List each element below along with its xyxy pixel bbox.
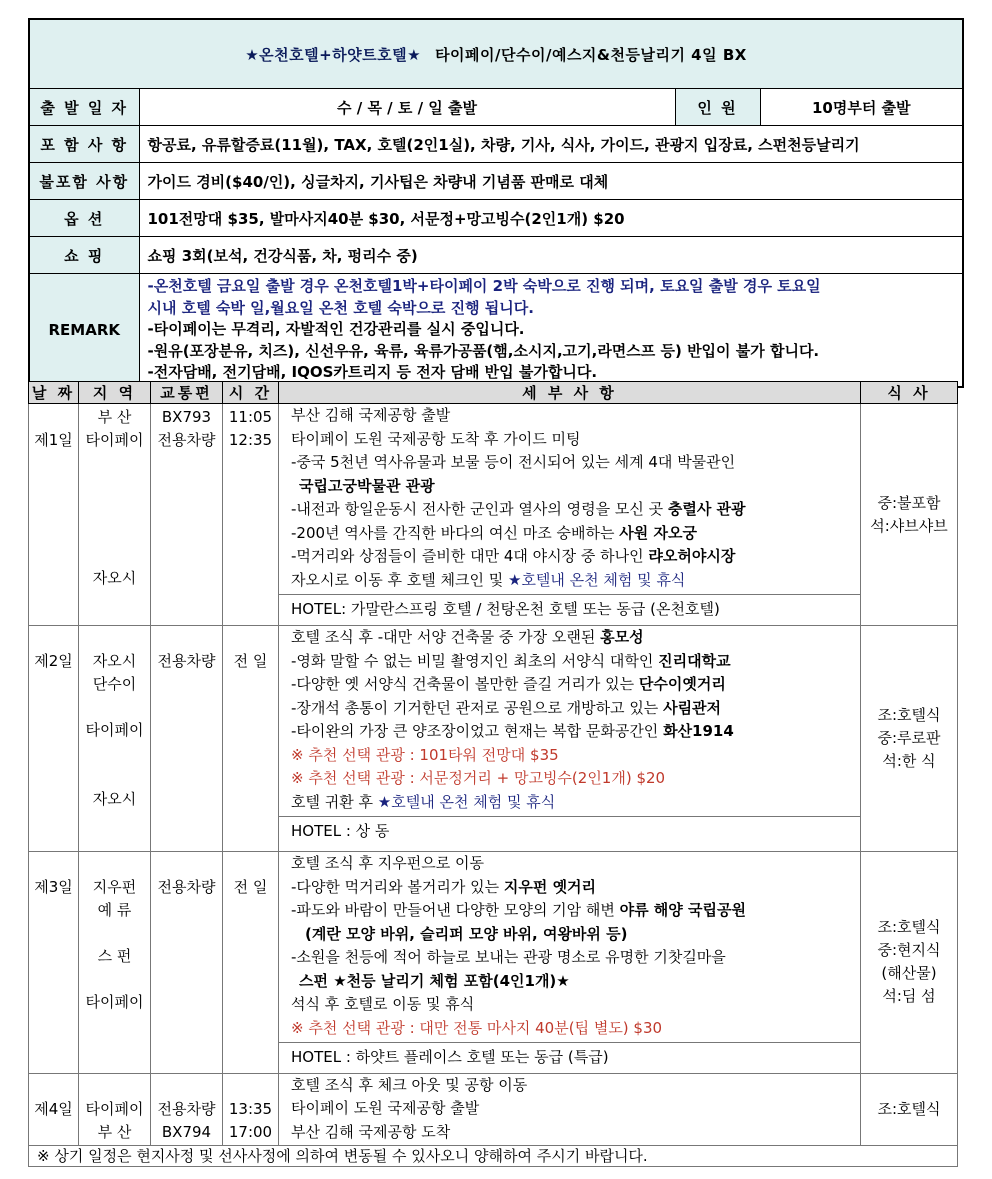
- time-cell: [223, 1073, 279, 1145]
- details-cell: [279, 852, 861, 1074]
- remark-line: -온천호텔 금요일 출발 경우 온천호텔1박+타이페이 2박 숙박으로 진행 되며, 토요일 출발 경우 토요일: [147, 277, 821, 295]
- region-cell: [79, 404, 151, 626]
- detail-highlight: 스펀 ★천등 날리기 체험 포함(4인1개)★: [299, 971, 570, 990]
- region: 지우펀: [92, 878, 137, 896]
- detail-line: 부산 김해 국제공항 도착: [291, 1122, 451, 1141]
- time-cell: [223, 626, 279, 852]
- meal-cell: [861, 404, 958, 626]
- day-label: 제3일: [29, 852, 79, 1074]
- footer-note: ※ 상기 일정은 현지사정 및 선사사정에 의하여 변동될 수 있사오니 양해하여 주시기 바랍니다.: [29, 1145, 958, 1166]
- depart-value: 수 / 목 / 토 / 일 출발: [139, 89, 675, 126]
- detail-line: 호텔 조식 후 지우펀으로 이동: [291, 854, 484, 872]
- remark-label: REMARK: [29, 274, 139, 387]
- detail-line: -소원을 천등에 적어 하늘로 보내는 관광 명소로 유명한 기찻길마을: [291, 948, 726, 966]
- region: 예 류: [97, 901, 132, 919]
- detail-line: -내전과 항일운동시 전사한 군인과 열사의 영령을 모신 곳: [291, 500, 664, 518]
- detail-line: 호텔 귀환 후: [291, 792, 373, 811]
- people-label: 인 원: [675, 89, 760, 126]
- detail-highlight: 진리대학교: [658, 651, 731, 670]
- header-date: 날 짜: [29, 382, 79, 404]
- meal-cell: [861, 852, 958, 1074]
- transport: BX794: [161, 1122, 212, 1141]
- detail-highlight: 사림관저: [663, 698, 722, 717]
- detail-line: 호텔 조식 후 -대만 서양 건축물 중 가장 오랜된: [291, 628, 596, 646]
- transport-cell: [151, 852, 223, 1074]
- day-label: 제4일: [29, 1073, 79, 1145]
- header-region: 지 역: [79, 382, 151, 404]
- depart-label: 출 발 일 자: [29, 89, 139, 126]
- time-cell: [223, 404, 279, 626]
- region: 자오시: [92, 652, 137, 670]
- shopping-value: 쇼핑 3회(보석, 건강식품, 차, 펑리수 중): [139, 237, 963, 274]
- details-cell: [279, 404, 861, 626]
- meal: 중:현지식: [877, 941, 941, 960]
- include-label: 포 함 사 항: [29, 126, 139, 163]
- detail-highlight: 야류 해양 국립공원: [619, 901, 746, 919]
- time-cell: [223, 852, 279, 1074]
- detail-highlight: 단수이옛거리: [638, 675, 726, 693]
- transport-cell: [151, 1073, 223, 1145]
- time: 전 일: [233, 652, 268, 670]
- detail-highlight: 사원 자오궁: [619, 523, 697, 542]
- detail-line: -영화 말할 수 없는 비밀 촬영지인 최초의 서양식 대학인: [291, 651, 654, 670]
- header-time: 시 간: [223, 382, 279, 404]
- meal-cell: [861, 1073, 958, 1145]
- detail-highlight: 화산1914: [663, 722, 734, 740]
- people-value: 10명부터 출발: [760, 89, 963, 126]
- time: 13:35: [228, 1099, 273, 1118]
- detail-line: 자오시로 이동 후 호텔 체크인 및: [291, 570, 504, 589]
- transport-cell: [151, 626, 223, 852]
- detail-line: -파도와 바람이 만들어낸 다양한 모양의 기암 해변: [291, 901, 615, 919]
- region-cell: [79, 1073, 151, 1145]
- day-label: 제2일: [29, 626, 79, 852]
- detail-highlight: ★호텔내 온천 체험 및 휴식: [508, 570, 686, 589]
- region: 부 산: [97, 1122, 132, 1141]
- option-label: 옵 션: [29, 200, 139, 237]
- meal-cell: [861, 626, 958, 852]
- detail-highlight: 충렬사 관광: [667, 500, 746, 518]
- transport: 전용차량: [157, 878, 216, 896]
- detail-highlight: (계란 모양 바위, 슬리퍼 모양 바위, 여왕바위 등): [305, 924, 628, 943]
- region: 스 펀: [97, 947, 132, 965]
- transport: BX793: [161, 408, 212, 426]
- remark-line: 시내 호텔 숙박 일,월요일 온천 호텔 숙박으로 진행 됩니다.: [147, 298, 534, 317]
- remark-text: [139, 274, 963, 387]
- detail-line: 타이페이 도원 국제공항 도착 후 가이드 미팅: [291, 429, 581, 448]
- hotel-line: HOTEL : 하얏트 플레이스 호텔 또는 동급 (특급): [279, 1042, 860, 1073]
- detail-highlight: 랴오허야시장: [648, 547, 736, 565]
- detail-line: -중국 5천년 역사유물과 보물 등이 전시되어 있는 세계 4대 박물관인: [291, 453, 736, 471]
- detail-highlight: 지우펀 옛거리: [503, 877, 597, 896]
- detail-line: 석식 후 호텔로 이동 및 휴식: [291, 995, 475, 1013]
- region: 부 산: [97, 408, 132, 426]
- transport: 전용차량: [157, 652, 216, 670]
- region: 타이페이: [85, 721, 144, 739]
- meal: 조:호텔식: [877, 706, 941, 724]
- region: 타이페이: [85, 1099, 144, 1118]
- region: 자오시: [92, 790, 137, 808]
- transport: 전용차량: [157, 431, 216, 449]
- detail-line: 부산 김해 국제공항 출발: [291, 406, 451, 424]
- detail-line: -장개석 총통이 기거한던 관저로 공원으로 개방하고 있는: [291, 698, 659, 717]
- meal: 석:딤 섬: [882, 987, 936, 1006]
- header-details: 세 부 사 항: [279, 382, 861, 404]
- region: 자오시: [92, 569, 137, 587]
- time: 17:00: [228, 1122, 273, 1141]
- hotel-line: HOTEL: 가말란스프링 호텔 / 천탕온천 호텔 또는 동급 (온천호텔): [279, 594, 860, 625]
- option-value: 101전망대 $35, 발마사지40분 $30, 서문정+망고빙수(2인1개) $20: [139, 200, 963, 237]
- summary-table: [28, 18, 964, 388]
- header-meals: 식 사: [861, 382, 958, 404]
- region: 타이페이: [85, 431, 144, 449]
- option-recommend: ※ 추천 선택 관광 : 101타워 전망대 $35: [291, 745, 559, 764]
- day-row: [29, 1073, 958, 1145]
- page-title: [29, 19, 963, 89]
- detail-highlight: 국립고궁박물관 관광: [299, 476, 435, 495]
- remark-line: -전자담배, 전기담배, IQOS카트리지 등 전자 담배 반입 불가합니다.: [147, 363, 598, 381]
- option-recommend: ※ 추천 선택 관광 : 서문정거리 + 망고빙수(2인1개) $20: [291, 769, 666, 787]
- detail-highlight: ★호텔내 온천 체험 및 휴식: [377, 792, 556, 811]
- region-cell: [79, 626, 151, 852]
- region: 타이페이: [85, 993, 144, 1011]
- meal: 석:한 식: [882, 752, 936, 770]
- include-value: 항공료, 유류할증료(11월), TAX, 호텔(2인1실), 차량, 기사, 식사, 가이드, 관광지 입장료, 스펀천등날리기: [139, 126, 963, 163]
- time: 12:35: [228, 431, 273, 449]
- detail-line: -다양한 옛 서양식 건축물이 볼만한 즐길 거리가 있는: [291, 675, 635, 693]
- itinerary-table: [28, 381, 958, 1167]
- region-cell: [79, 852, 151, 1074]
- details-cell: [279, 1073, 861, 1145]
- meal: 조:호텔식: [877, 918, 941, 937]
- hotel-line: HOTEL : 상 동: [279, 816, 860, 847]
- time: 전 일: [233, 878, 268, 896]
- exclude-label: 불포함 사항: [29, 163, 139, 200]
- day-row: [29, 404, 958, 626]
- detail-line: -다양한 먹거리와 볼거리가 있는: [291, 877, 500, 896]
- remark-line: -타이페이는 무격리, 자발적인 건강관리를 실시 중입니다.: [147, 320, 525, 338]
- exclude-value: 가이드 경비($40/인), 싱글차지, 기사팁은 차량내 기념품 판매로 대체: [139, 163, 963, 200]
- meal: 조:호텔식: [877, 1099, 941, 1118]
- day-row: [29, 626, 958, 852]
- meal: (해산물): [881, 964, 937, 983]
- details-cell: [279, 626, 861, 852]
- meal: 중:불포함: [877, 493, 941, 512]
- meal: 석:샤브샤브: [870, 516, 948, 535]
- region: 단수이: [92, 675, 137, 693]
- day-row: [29, 852, 958, 1074]
- transport-cell: [151, 404, 223, 626]
- title-main: ★온천호텔+하얏트호텔★: [245, 45, 422, 64]
- title-sub: 타이페이/단수이/예스지&천등날리기 4일 BX: [435, 45, 747, 64]
- day-label: 제1일: [29, 404, 79, 626]
- meal: 중:루로판: [877, 729, 941, 747]
- header-transport: 교통편: [151, 382, 223, 404]
- shopping-label: 쇼 핑: [29, 237, 139, 274]
- detail-line: -타이완의 가장 큰 양조장이었고 현재는 복합 문화공간인: [291, 722, 659, 740]
- time: 11:05: [228, 408, 273, 426]
- transport: 전용차량: [157, 1099, 216, 1118]
- detail-line: -먹거리와 상점들이 즐비한 대만 4대 야시장 중 하나인: [291, 547, 644, 565]
- option-recommend: ※ 추천 선택 관광 : 대만 전통 마사지 40분(팁 별도) $30: [291, 1018, 663, 1037]
- detail-line: -200년 역사를 간직한 바다의 여신 마조 숭배하는: [291, 523, 615, 542]
- detail-line: 타이페이 도원 국제공항 출발: [291, 1099, 480, 1117]
- detail-line: 호텔 조식 후 체크 아웃 및 공항 이동: [291, 1075, 528, 1094]
- detail-highlight: 홍모성: [600, 628, 644, 646]
- remark-line: -원유(포장분유, 치즈), 신선우유, 육류, 육류가공품(햄,소시지,고기,라면스프 등) 반입이 불가 합니다.: [147, 341, 820, 360]
